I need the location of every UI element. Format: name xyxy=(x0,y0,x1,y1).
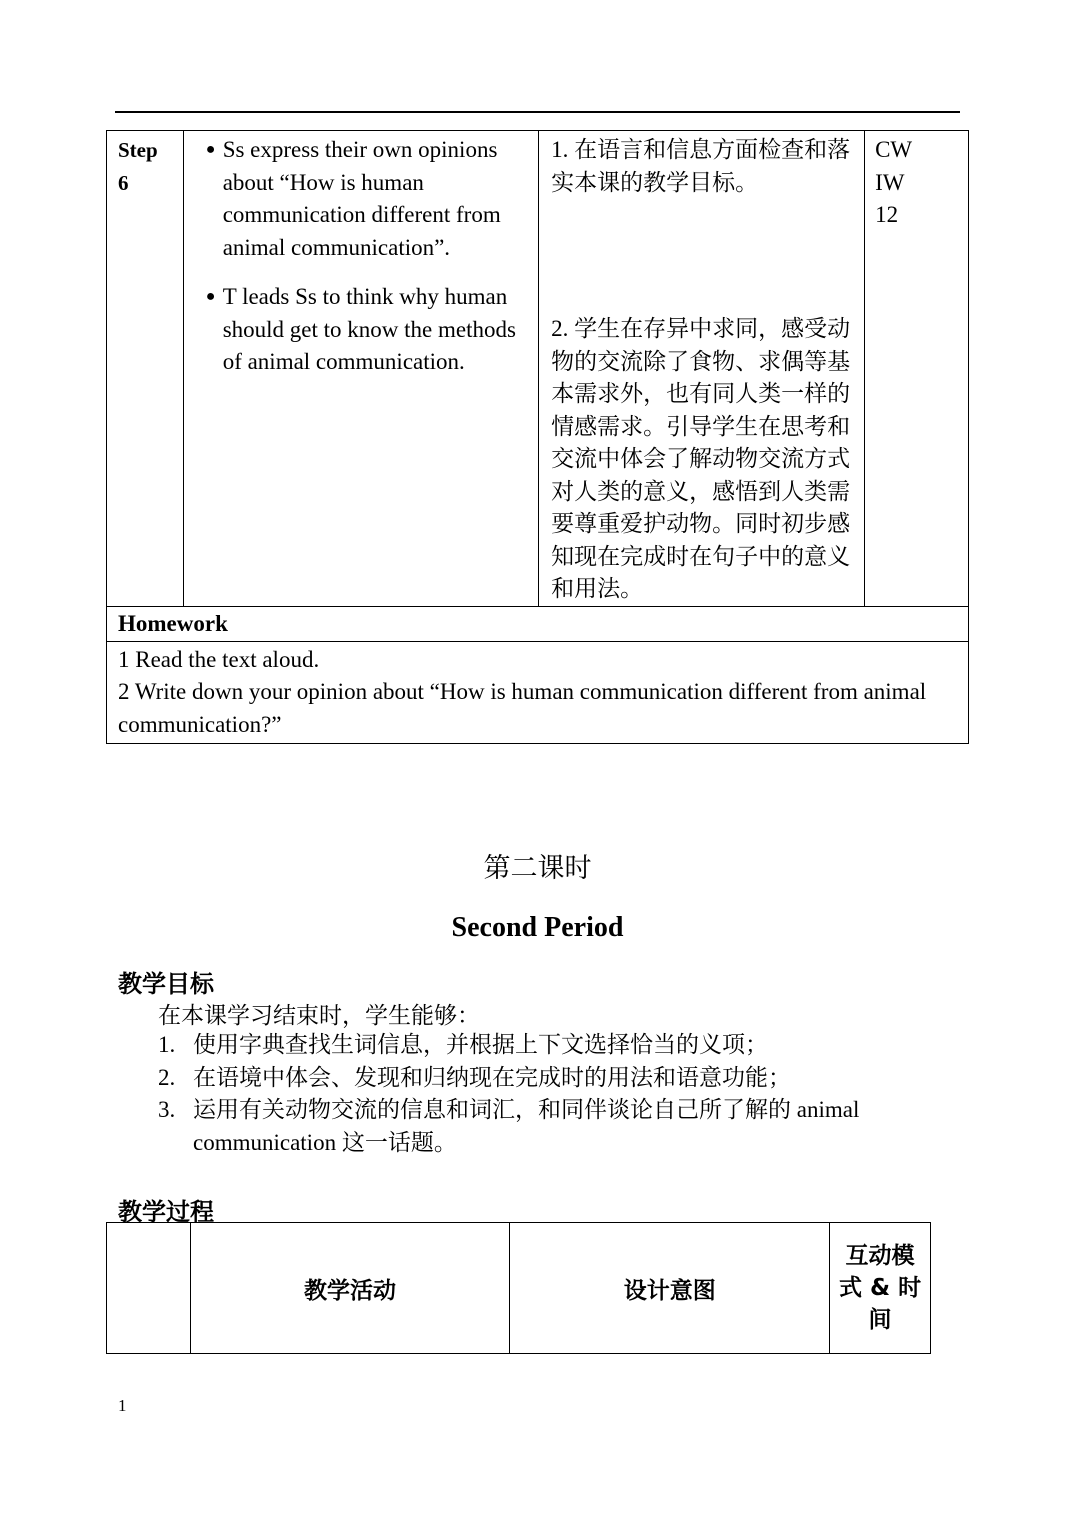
step-cell xyxy=(107,131,184,607)
activity-cell xyxy=(183,131,538,607)
homework-body xyxy=(107,641,969,744)
period-title-en: Second Period xyxy=(451,912,624,943)
objective-number: 2. xyxy=(158,1065,176,1090)
mode-text: CW xyxy=(875,137,913,162)
header-cell-mode: 互动模式 & 时间 xyxy=(830,1223,931,1354)
objective-text: 运用有关动物交流的信息和词汇，和同伴谈论自己所了解的 animal communication 这一话题。 xyxy=(193,1097,860,1155)
step-label: Step xyxy=(118,138,158,162)
header-cell-empty xyxy=(107,1223,191,1354)
period-title-cn: 第二课时 xyxy=(483,853,592,884)
objective-number: 1. xyxy=(158,1032,176,1057)
activity-text: T leads Ss to think why human should get to know the methods of animal communication. xyxy=(222,284,516,374)
process-table xyxy=(106,1222,931,1354)
homework-title: Homework xyxy=(107,606,969,641)
process-heading: 教学过程 xyxy=(118,1198,214,1226)
list-item xyxy=(206,281,532,379)
objectives-heading: 教学目标 xyxy=(118,970,214,998)
header-rule xyxy=(115,111,960,113)
activity-text: Ss express their own opinions about “How is human communication different from animal communication”. xyxy=(222,137,501,260)
time-text: 12 xyxy=(875,202,899,227)
step-number: 6 xyxy=(118,170,129,195)
homework-item: 2 Write down your opinion about “How is human communication different from animal communication?” xyxy=(118,679,927,737)
table-row xyxy=(107,606,969,641)
mode-cell xyxy=(865,131,969,607)
page-number: 1 xyxy=(118,1396,127,1415)
intent-text: 1. 在语言和信息方面检查和落实本课的教学目标。 xyxy=(551,137,851,195)
intent-cell xyxy=(539,131,865,607)
table-row xyxy=(107,641,969,744)
objective-text: 使用字典查找生词信息，并根据上下文选择恰当的义项； xyxy=(193,1032,768,1057)
homework-item: 1 Read the text aloud. xyxy=(118,646,320,672)
header-cell-intent: 设计意图 xyxy=(510,1223,830,1354)
bullet-icon: ● xyxy=(205,288,216,305)
table-row xyxy=(107,131,969,607)
intent-text: 2. 学生在存异中求同，感受动物的交流除了食物、求偶等基本需求外，也有同人类一样的情感需求。引导学生在思考和交流中体会了解动物交流方式对人类的意义，感悟到人类需要尊重爱护动物。同时初步感知现在完成时在句子中的意义和用法。 xyxy=(551,316,851,601)
mode-text: IW xyxy=(875,169,905,195)
lesson-step-table xyxy=(106,130,969,744)
objective-text: 在语境中体会、发现和归纳现在完成时的用法和语意功能； xyxy=(193,1065,791,1090)
bullet-icon: ● xyxy=(205,141,216,158)
objectives-intro: 在本课学习结束时，学生能够： xyxy=(158,1003,480,1028)
table-header-row xyxy=(107,1223,931,1354)
list-item xyxy=(206,134,532,264)
header-cell-activity: 教学活动 xyxy=(190,1223,510,1354)
objective-number: 3. xyxy=(158,1097,176,1122)
